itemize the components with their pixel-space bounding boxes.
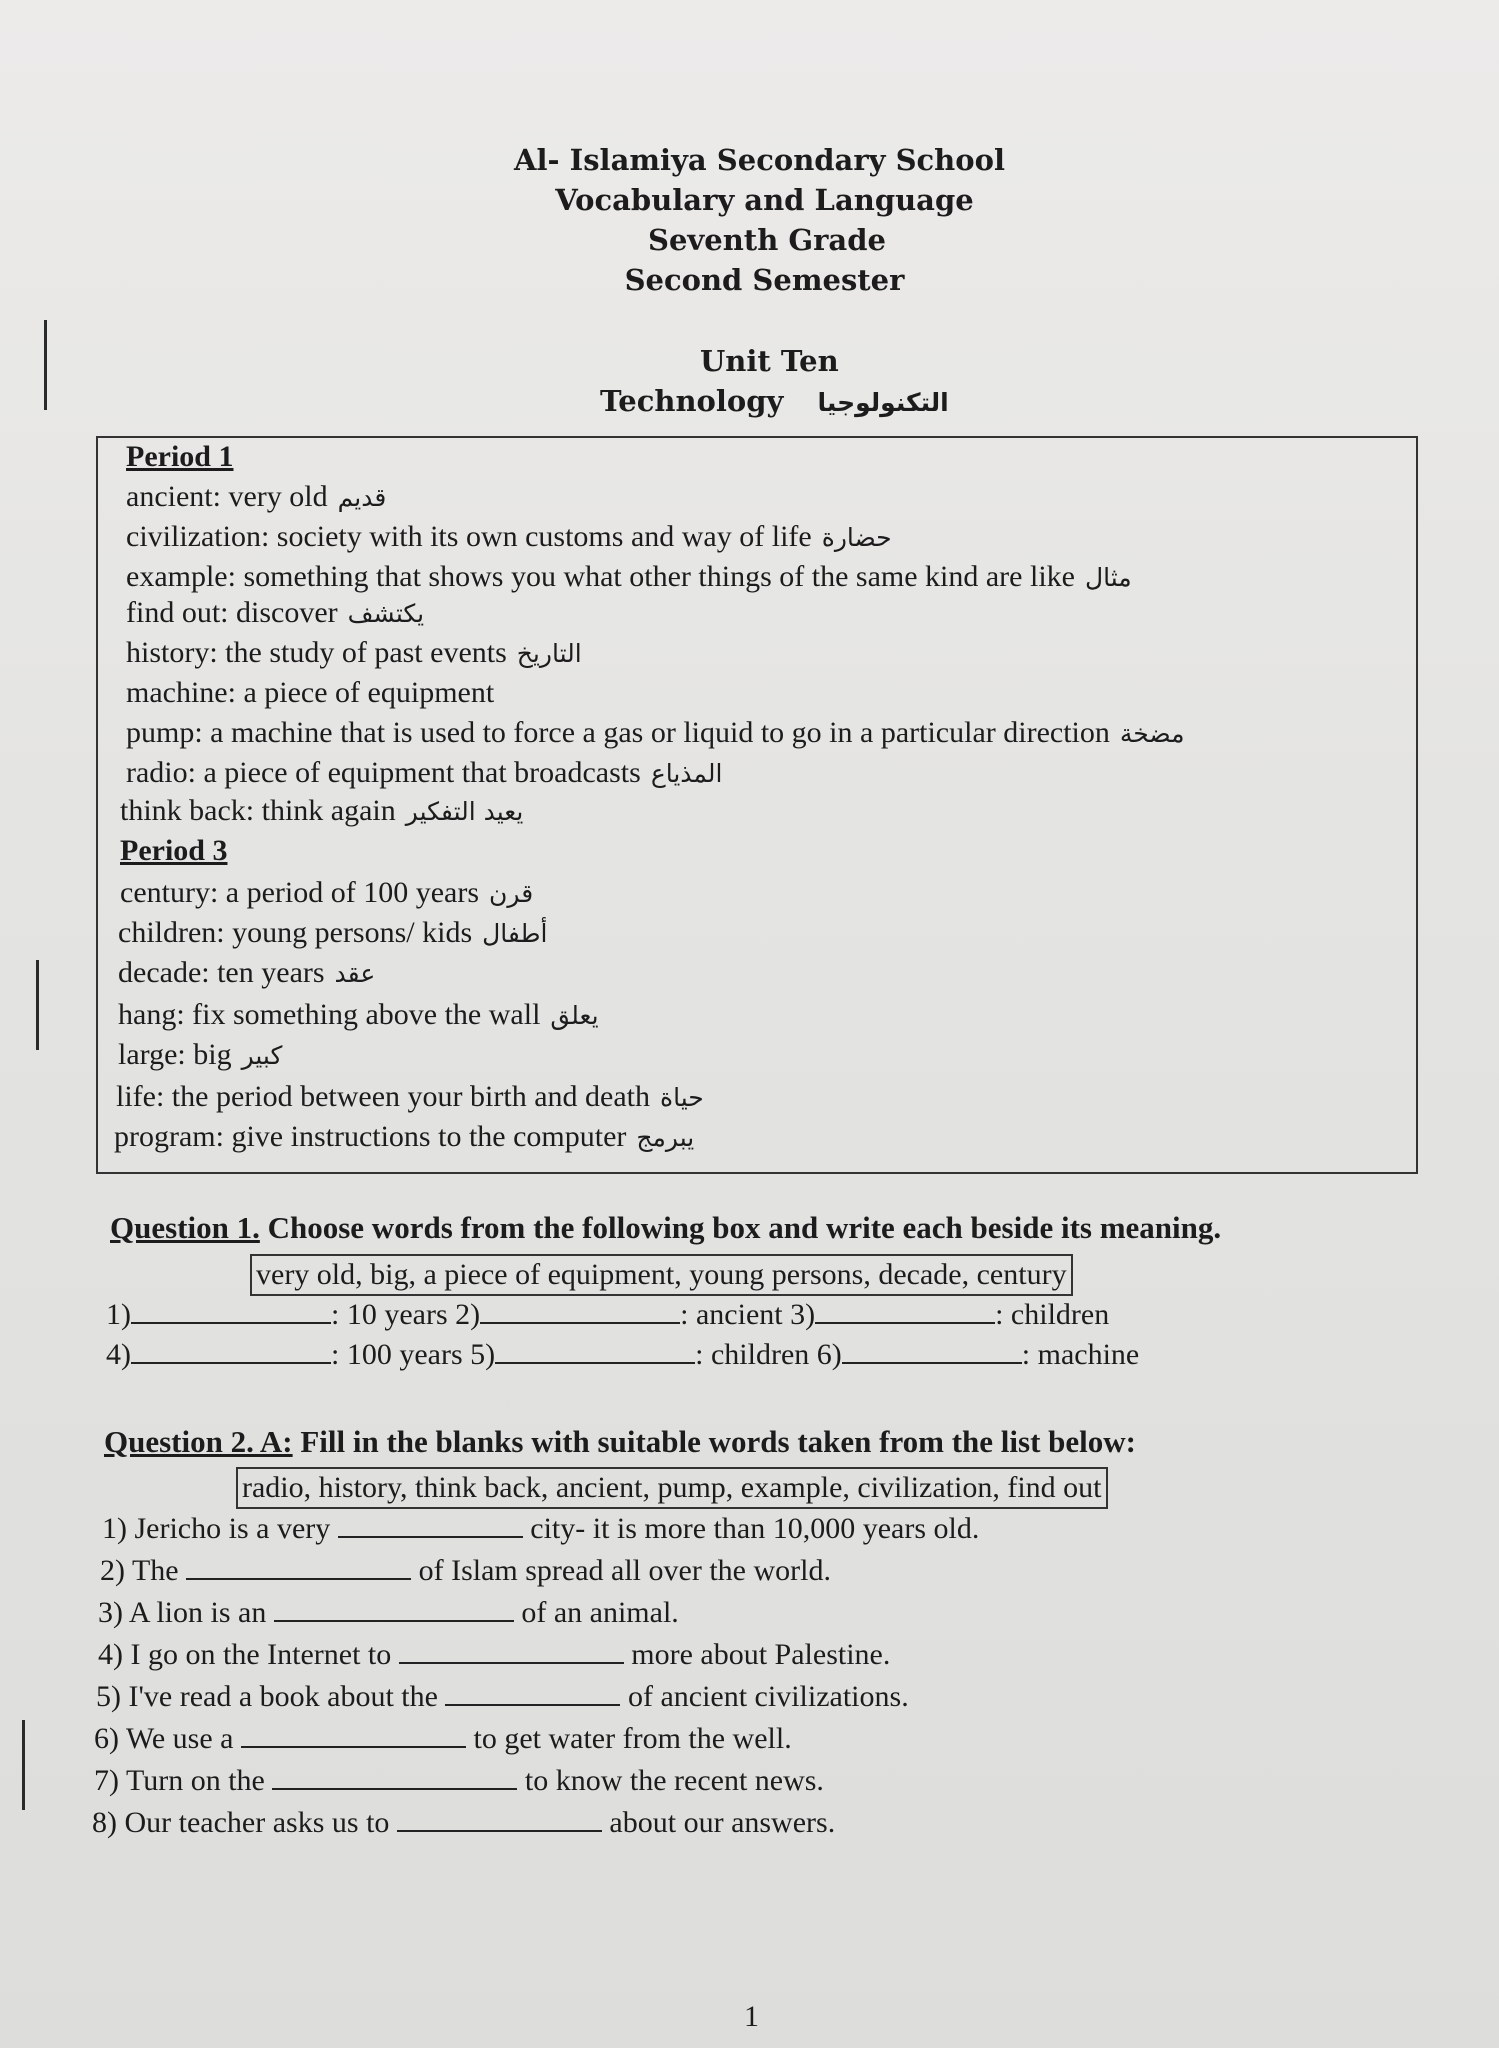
page-number: 1 <box>744 2000 759 2033</box>
topic-english: Technology <box>600 384 784 418</box>
answer-blank[interactable] <box>399 1638 624 1664</box>
school-name: Al- Islamiya Secondary School <box>514 143 1005 177</box>
vocab-item: decade: ten years عقد <box>118 956 376 989</box>
vocabulary-box <box>96 436 1418 1174</box>
vocab-item: think back: think again يعيد التفكير <box>120 794 524 827</box>
subject-title: Vocabulary and Language <box>555 183 974 217</box>
question-1-row-2: 4) : 100 years 5) : children 6) : machine <box>106 1338 1140 1371</box>
vocab-item: life: the period between your birth and death حياة <box>116 1080 704 1113</box>
margin-mark <box>22 1720 25 1810</box>
answer-blank[interactable] <box>815 1298 995 1324</box>
question-2-sentence: 6) We use a to get water from the well. <box>94 1722 792 1755</box>
question-2-sentence: 8) Our teacher asks us to about our answers. <box>92 1806 836 1839</box>
question-2-word-box: radio, history, think back, ancient, pump, example, civilization, find out <box>236 1467 1108 1509</box>
unit-topic <box>600 384 949 418</box>
vocab-item: ancient: very old قديم <box>126 480 387 513</box>
question-1-title: Question 1. Choose words from the following box and write each beside its meaning. <box>110 1210 1222 1245</box>
vocab-item: pump: a machine that is used to force a gas or liquid to go in a particular direction مضخة <box>126 716 1185 749</box>
answer-blank[interactable] <box>338 1512 523 1538</box>
answer-blank[interactable] <box>131 1298 331 1324</box>
answer-blank[interactable] <box>272 1764 517 1790</box>
answer-blank[interactable] <box>186 1554 411 1580</box>
vocab-item: program: give instructions to the computer يبرمج <box>114 1120 695 1153</box>
vocab-item: civilization: society with its own customs and way of life حضارة <box>126 520 892 553</box>
answer-blank[interactable] <box>445 1680 620 1706</box>
vocab-item: large: big كبير <box>118 1038 283 1071</box>
topic-arabic: التكنولوجيا <box>817 388 949 417</box>
vocab-item: radio: a piece of equipment that broadcasts المذياع <box>126 756 723 789</box>
worksheet-header <box>0 140 1499 300</box>
answer-blank[interactable] <box>274 1596 514 1622</box>
period-3-heading: Period 3 <box>120 834 228 867</box>
vocab-item: hang: fix something above the wall يعلق <box>118 998 599 1031</box>
question-2-title: Question 2. A: Fill in the blanks with suitable words taken from the list below: <box>104 1424 1136 1459</box>
unit-title: Unit Ten <box>700 344 839 378</box>
vocab-item: find out: discover يكتشف <box>126 596 425 629</box>
question-2-sentence: 4) I go on the Internet to more about Palestine. <box>98 1638 891 1671</box>
vocab-item: machine: a piece of equipment <box>126 676 495 709</box>
answer-blank[interactable] <box>842 1338 1022 1364</box>
grade-label: Seventh Grade <box>648 223 886 257</box>
question-1-word-box: very old, big, a piece of equipment, young persons, decade, century <box>250 1254 1073 1296</box>
answer-blank[interactable] <box>131 1338 331 1364</box>
question-2-sentence: 5) I've read a book about the of ancient civilizations. <box>96 1680 909 1713</box>
answer-blank[interactable] <box>397 1806 602 1832</box>
margin-mark <box>36 960 39 1050</box>
period-1-heading: Period 1 <box>126 440 234 473</box>
question-2-sentence: 1) Jericho is a very city- it is more than 10,000 years old. <box>102 1512 980 1545</box>
answer-blank[interactable] <box>241 1722 466 1748</box>
answer-blank[interactable] <box>495 1338 695 1364</box>
vocab-item: children: young persons/ kids أطفال <box>118 916 548 949</box>
margin-mark <box>44 320 47 410</box>
vocab-item: century: a period of 100 years قرن <box>120 876 534 909</box>
question-2-sentence: 2) The of Islam spread all over the world. <box>100 1554 831 1587</box>
question-2-sentence: 7) Turn on the to know the recent news. <box>94 1764 824 1797</box>
question-2-sentence: 3) A lion is an of an animal. <box>98 1596 679 1629</box>
answer-blank[interactable] <box>480 1298 680 1324</box>
question-1-row-1: 1) : 10 years 2) : ancient 3) : children <box>106 1298 1110 1331</box>
vocab-item: example: something that shows you what other things of the same kind are like مثال <box>126 560 1132 593</box>
semester-label: Second Semester <box>624 263 905 297</box>
vocab-item: history: the study of past events التاريخ <box>126 636 582 669</box>
